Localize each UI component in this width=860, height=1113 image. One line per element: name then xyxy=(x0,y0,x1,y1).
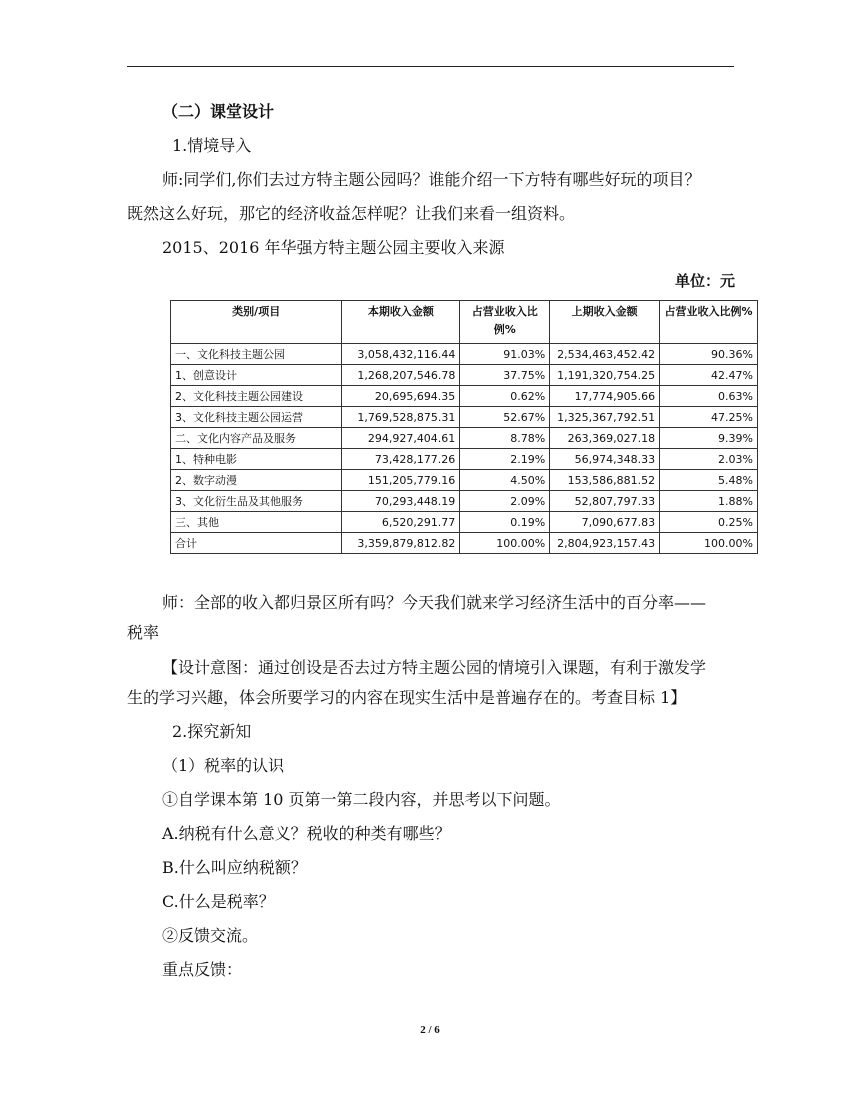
header-category: 类别/项目 xyxy=(171,301,342,344)
paragraph-key-feedback: 重点反馈： xyxy=(162,960,243,979)
cell-previous-ratio: 90.36% xyxy=(660,344,758,365)
cell-previous-amount: 2,534,463,452.42 xyxy=(550,344,660,365)
cell-previous-amount: 153,586,881.52 xyxy=(550,470,660,491)
page-number: 2 / 6 xyxy=(420,1024,440,1036)
cell-category: 1、特种电影 xyxy=(171,449,342,470)
header-rule xyxy=(127,66,734,67)
cell-previous-ratio: 47.25% xyxy=(660,407,758,428)
table-row xyxy=(171,407,758,428)
paragraph-self-study: ①自学课本第 10 页第一第二段内容，并思考以下问题。 xyxy=(162,790,561,809)
question-a: A.纳税有什么意义？税收的种类有哪些？ xyxy=(162,824,451,843)
cell-category: 三、其他 xyxy=(171,512,342,533)
table-row xyxy=(171,365,758,386)
revenue-table xyxy=(170,300,758,554)
cell-current-ratio: 4.50% xyxy=(460,470,550,491)
cell-current-amount: 3,058,432,116.44 xyxy=(342,344,460,365)
cell-current-ratio: 100.00% xyxy=(460,533,550,554)
paragraph-teacher-tax: 师：全部的收入都归景区所有吗？今天我们就来学习经济生活中的百分率—— xyxy=(162,593,707,612)
cell-previous-ratio: 5.48% xyxy=(660,470,758,491)
cell-category: 一、文化科技主题公园 xyxy=(171,344,342,365)
cell-previous-amount: 1,191,320,754.25 xyxy=(550,365,660,386)
cell-previous-amount: 52,807,797.33 xyxy=(550,491,660,512)
cell-current-ratio: 37.75% xyxy=(460,365,550,386)
cell-previous-ratio: 1.88% xyxy=(660,491,758,512)
cell-current-amount: 6,520,291.77 xyxy=(342,512,460,533)
cell-current-ratio: 2.19% xyxy=(460,449,550,470)
cell-current-ratio: 0.19% xyxy=(460,512,550,533)
question-c: C.什么是税率？ xyxy=(162,892,275,911)
cell-current-ratio: 2.09% xyxy=(460,491,550,512)
cell-previous-ratio: 42.47% xyxy=(660,365,758,386)
table-row xyxy=(171,449,758,470)
cell-current-ratio: 8.78% xyxy=(460,428,550,449)
cell-category: 二、文化内容产品及服务 xyxy=(171,428,342,449)
table-row xyxy=(171,344,758,365)
table-row xyxy=(171,386,758,407)
cell-previous-amount: 263,369,027.18 xyxy=(550,428,660,449)
paragraph-teacher-question: 师:同学们,你们去过方特主题公园吗？谁能介绍一下方特有哪些好玩的项目？ xyxy=(162,170,701,189)
table-row xyxy=(171,491,758,512)
cell-current-ratio: 0.62% xyxy=(460,386,550,407)
section-heading: （二）课堂设计 xyxy=(162,102,275,121)
cell-previous-ratio: 100.00% xyxy=(660,533,758,554)
paragraph-explore-step: 2.探究新知 xyxy=(172,722,252,741)
cell-previous-amount: 17,774,905.66 xyxy=(550,386,660,407)
question-b: B.什么叫应纳税额？ xyxy=(162,858,307,877)
table-row xyxy=(171,428,758,449)
header-current-amount: 本期收入金额 xyxy=(342,301,460,344)
paragraph-feedback: ②反馈交流。 xyxy=(162,926,259,945)
cell-previous-amount: 56,974,348.33 xyxy=(550,449,660,470)
table-header-row xyxy=(171,301,758,344)
cell-category: 3、文化科技主题公园运营 xyxy=(171,407,342,428)
table-caption: 2015、2016 年华强方特主题公园主要收入来源 xyxy=(162,238,505,257)
cell-current-ratio: 91.03% xyxy=(460,344,550,365)
cell-previous-amount: 7,090,677.83 xyxy=(550,512,660,533)
header-previous-ratio: 占营业收入比例% xyxy=(660,301,758,344)
cell-category: 3、文化衍生品及其他服务 xyxy=(171,491,342,512)
cell-previous-ratio: 9.39% xyxy=(660,428,758,449)
header-current-ratio: 占营业收入比例% xyxy=(460,301,550,344)
cell-previous-ratio: 0.63% xyxy=(660,386,758,407)
cell-previous-amount: 1,325,367,792.51 xyxy=(550,407,660,428)
design-intent: 【设计意图：通过创设是否去过方特主题公园的情境引入课题，有利于激发学 xyxy=(162,658,707,677)
subheading-tax-rate: （1）税率的认识 xyxy=(162,756,285,775)
cell-current-amount: 1,769,528,875.31 xyxy=(342,407,460,428)
design-intent-cont: 生的学习兴趣，体会所要学习的内容在现实生活中是普遍存在的。考查目标 1】 xyxy=(127,688,687,707)
cell-category: 合计 xyxy=(171,533,342,554)
cell-previous-ratio: 0.25% xyxy=(660,512,758,533)
cell-current-amount: 3,359,879,812.82 xyxy=(342,533,460,554)
table-row xyxy=(171,470,758,491)
table-row-total xyxy=(171,533,758,554)
cell-previous-ratio: 2.03% xyxy=(660,449,758,470)
cell-current-amount: 70,293,448.19 xyxy=(342,491,460,512)
table-row xyxy=(171,512,758,533)
paragraph-teacher-tax-cont: 税率 xyxy=(127,623,160,642)
cell-current-ratio: 52.67% xyxy=(460,407,550,428)
paragraph-teacher-question-cont: 既然这么好玩，那它的经济收益怎样呢？让我们来看一组资料。 xyxy=(127,204,576,223)
cell-category: 2、文化科技主题公园建设 xyxy=(171,386,342,407)
cell-current-amount: 294,927,404.61 xyxy=(342,428,460,449)
cell-current-amount: 73,428,177.26 xyxy=(342,449,460,470)
header-previous-amount: 上期收入金额 xyxy=(550,301,660,344)
unit-label: 单位：元 xyxy=(675,272,736,290)
cell-current-amount: 1,268,207,546.78 xyxy=(342,365,460,386)
cell-category: 2、数字动漫 xyxy=(171,470,342,491)
cell-current-amount: 151,205,779.16 xyxy=(342,470,460,491)
cell-previous-amount: 2,804,923,157.43 xyxy=(550,533,660,554)
paragraph-intro-step: 1.情境导入 xyxy=(172,136,252,155)
cell-category: 1、创意设计 xyxy=(171,365,342,386)
cell-current-amount: 20,695,694.35 xyxy=(342,386,460,407)
